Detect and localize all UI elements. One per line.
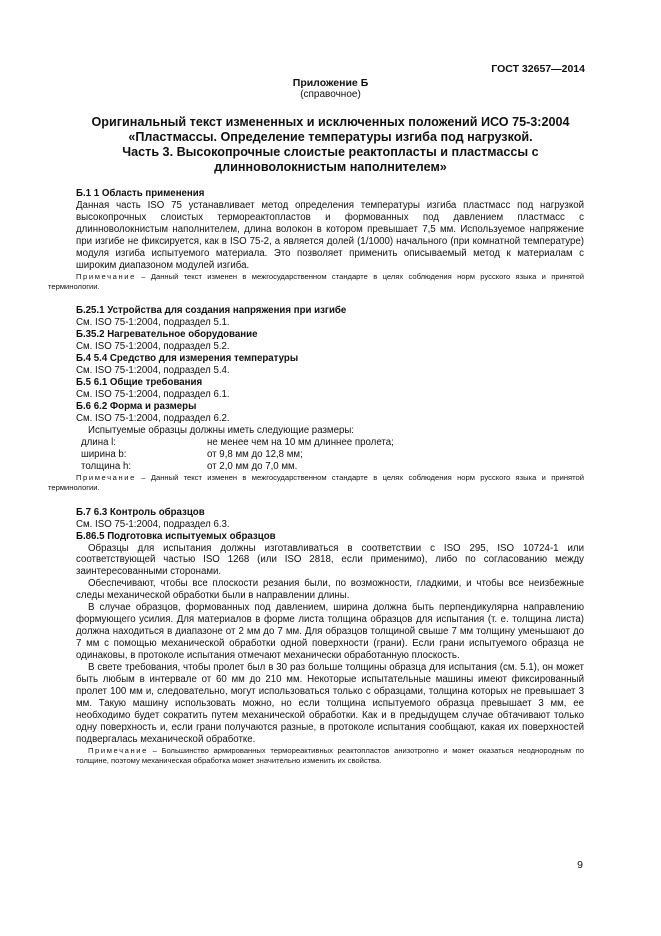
dimensions-intro: Испытуемые образцы должны иметь следующие размеры: [88,425,355,437]
section-heading: Б.25.1 Устройства для создания напряжения при изгибе [76,305,347,317]
section-heading: Б.7 6.3 Контроль образцов [76,506,205,518]
note [76,746,584,767]
section-heading: Б.4 5.4 Средство для измерения температуры [76,353,299,365]
title-line: длинноволокнистым наполнителем» [214,160,447,174]
paragraph: В свете требования, чтобы пролет был в 30 раз больше толщины образца для испытания (см. 5.1), он может быть любым в интервале от 60 мм до 210 мм. Некоторые испытательные машины имеют фиксированный пролет 100 мм и, следовательно, могут использоваться только с образцами, толщина которых не превышает 3 мм. Такую машину использовать можно, но если толщина испытуемого образца превышает 3 мм, ее необходимо будет сократить путем механической обработки. Как и в предыдущем случае обтачивают только одну поверхность и, если грани получаются разные, в протоколе испытания сообщают, какая их поверхностей подвергалась механической обработке. [76,662,584,745]
standard-number: ГОСТ 32657—2014 [491,63,585,75]
paragraph: Обеспечивают, чтобы все плоскости резания были, по возможности, гладкими, и чтобы все неизбежные следы механической обработки были в направлении длины. [76,578,584,602]
annex-subtitle: (справочное) [300,89,361,100]
dimension-value: не менее чем на 10 мм длиннее пролета; [207,436,394,448]
paragraph: Образцы для испытания должны изготавливаться в соответствии с ISO 295, ISO 10724-1 или соответствующей частью ISO 1268 (или ISO 2818, если применимо), либо по согласованию между заинтересованными сторонами. [76,542,584,578]
dimension-key: толщина h: [81,460,132,472]
section-text: Данная часть ISO 75 устанавливает метод определения температуры изгиба пластмасс под нагрузкой высокопрочных слоистых термореактопластов и формованных под давлением пластмасс с длинноволокнистым наполнителем, длина волокон в котором превышает 7,5 мм. Используемое напряжение при изгибе не фиксируется, как в ISO 75-2, а является долей (1/1000) начального (при комнатной температуре) модуля изгиба испытуемого материала. Это позволяет применить описываемый метод к материалам с широким диапазоном модулей изгиба. [76,199,584,271]
section-heading: Б.6 6.2 Форма и размеры [76,401,197,413]
reference-text: См. ISO 75-1:2004, подраздел 6.1. [76,389,230,401]
dimension-key: длина l: [81,436,116,448]
reference-text: См. ISO 75-1:2004, подраздел 6.3. [76,518,230,530]
page-number: 9 [577,859,583,871]
note-text: – Данный текст изменен в межгосударственном стандарте в целях соблюдения норм русского языка и принятой терминологии. [48,271,584,292]
title-line: Часть 3. Высокопрочные слоистые реактопласты и пластмассы с [122,145,539,159]
dimension-row [76,437,584,449]
note-text: – Данный текст изменен в межгосударственном стандарте в целях соблюдения норм русского языка и принятой терминологии. [48,472,584,493]
note-text: – Большинство армированных термореактивных реактопластов анизотропно и может оказаться неоднородным по толщине, поэтому механическая обработка может значительно изменить их свойства. [76,745,584,766]
reference-text: См. ISO 75-1:2004, подраздел 6.2. [76,413,230,425]
section-heading: Б.5 6.1 Общие требования [76,377,203,389]
section-heading: Б.1 1 Область применения [76,188,205,199]
dimension-key: ширина b: [81,448,127,460]
note-lead: Примечание [88,745,148,755]
reference-text: См. ISO 75-1:2004, подраздел 5.2. [76,341,230,353]
title-line: Оригинальный текст измененных и исключенных положений ИСО 75-3:2004 [91,115,570,129]
section-heading: Б.86.5 Подготовка испытуемых образцов [76,530,276,542]
note [48,473,584,494]
dimension-value: от 2,0 мм до 7,0 мм. [207,460,298,472]
document-body [48,188,584,767]
reference-text: См. ISO 75-1:2004, подраздел 5.4. [76,365,230,377]
note [48,272,584,293]
dimension-row [76,449,584,461]
reference-text: См. ISO 75-1:2004, подраздел 5.1. [76,317,230,329]
note-lead: Примечание [76,472,136,482]
dimension-value: от 9,8 мм до 12,8 мм; [207,448,303,460]
note-lead: Примечание [76,271,136,281]
title-line: «Пластмассы. Определение температуры изгиба под нагрузкой. [128,130,533,144]
annex-title: Приложение Б [292,77,369,89]
document-title [40,115,621,175]
section-heading: Б.35.2 Нагревательное оборудование [76,329,258,341]
dimension-row [76,461,584,473]
paragraph: В случае образцов, формованных под давлением, ширина должна быть перпендикулярна направлению формующего усилия. Для материалов в форме листа толщина образцов для испытания (т. е. толщина листа) должна находиться в диапазоне от 2 мм до 7 мм. Для образцов толщиной свыше 7 мм толщину уменьшают до 7 мм с помощью механической обработки одной поверхности (грани). Если грани испытуемого образца не одинаковы, в протоколе испытания отмечают механически обработанную плоскость. [76,602,584,662]
